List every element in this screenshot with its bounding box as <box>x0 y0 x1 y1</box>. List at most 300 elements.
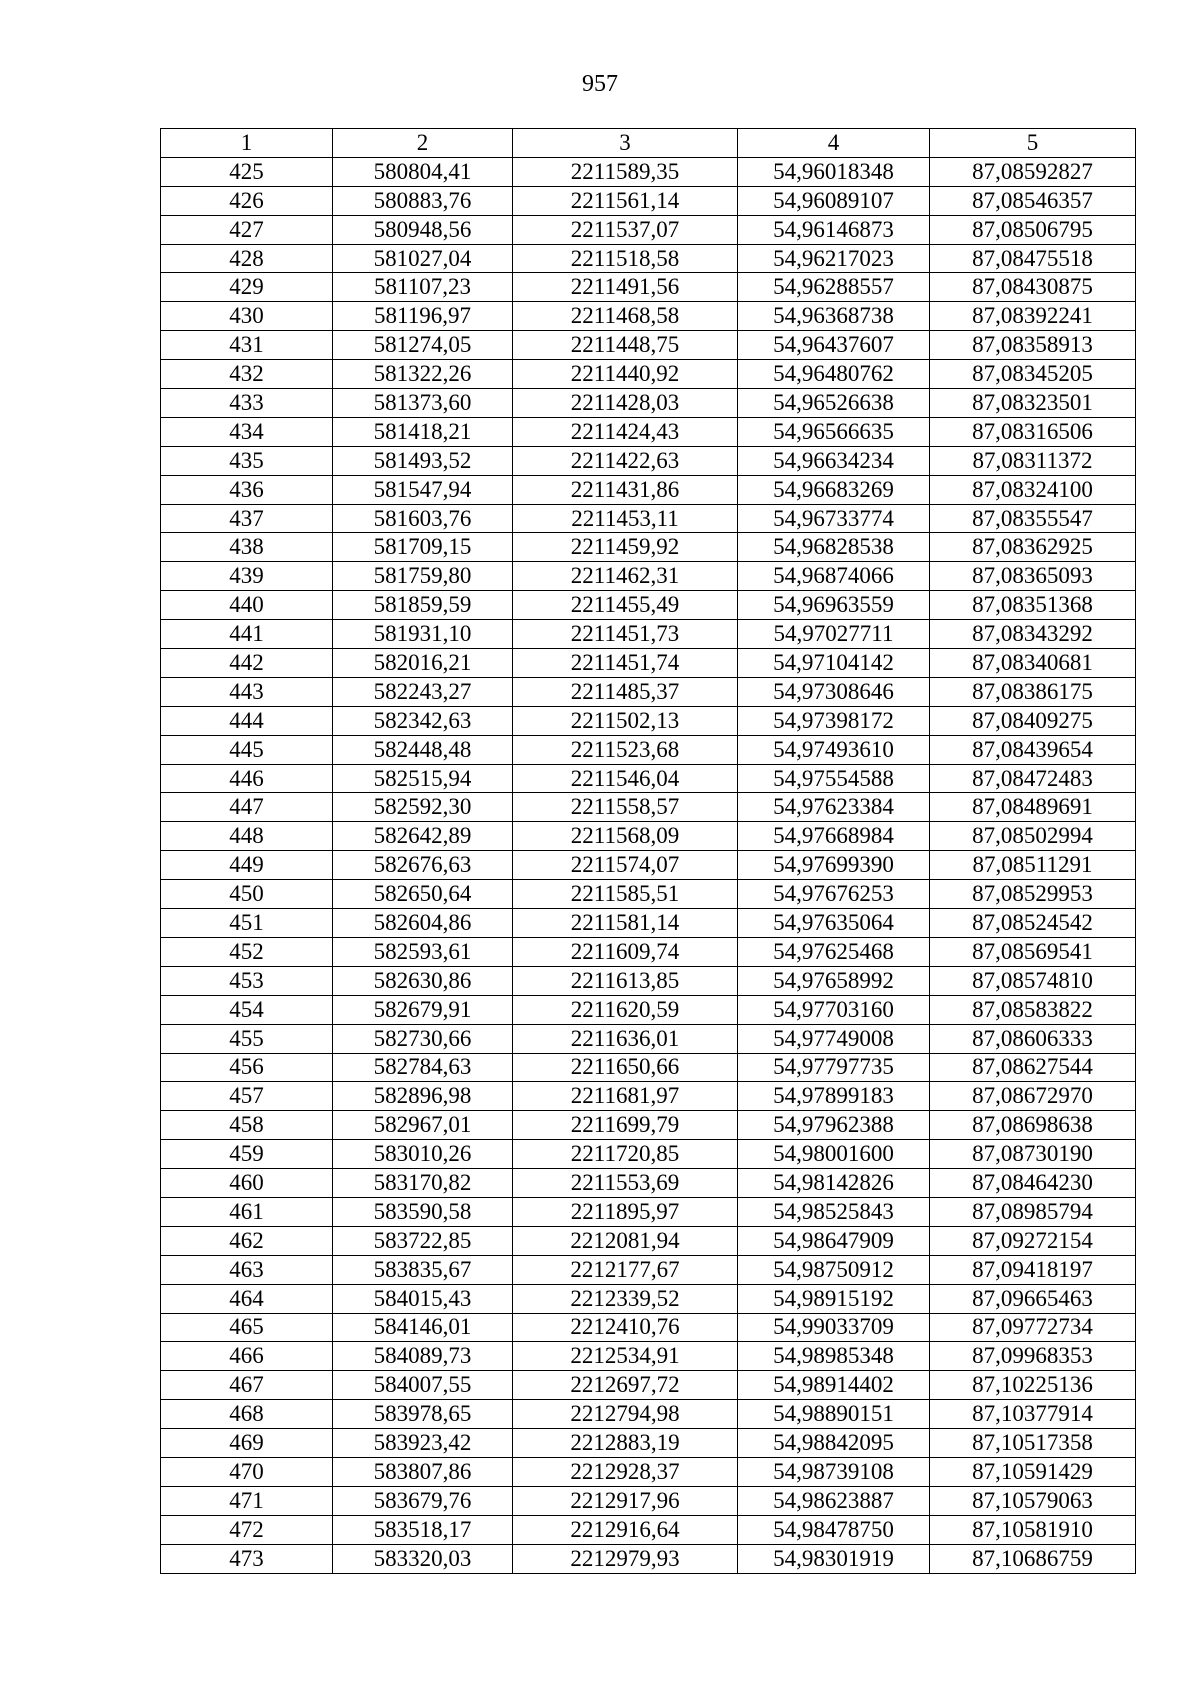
latitude-cell: 54,96089107 <box>738 186 930 215</box>
x-coordinate-cell: 584089,73 <box>333 1342 513 1371</box>
latitude-cell: 54,97676253 <box>738 880 930 909</box>
point-number-cell: 465 <box>161 1313 333 1342</box>
y-coordinate-cell: 2212917,96 <box>513 1486 738 1515</box>
point-number-cell: 451 <box>161 909 333 938</box>
longitude-cell: 87,08511291 <box>930 851 1136 880</box>
y-coordinate-cell: 2211453,11 <box>513 504 738 533</box>
longitude-cell: 87,08730190 <box>930 1140 1136 1169</box>
longitude-cell: 87,10686759 <box>930 1544 1136 1573</box>
table-row <box>161 966 1136 995</box>
latitude-cell: 54,97749008 <box>738 1024 930 1053</box>
x-coordinate-cell: 584007,55 <box>333 1371 513 1400</box>
table-row <box>161 273 1136 302</box>
table-row <box>161 533 1136 562</box>
point-number-cell: 447 <box>161 793 333 822</box>
longitude-cell: 87,08569541 <box>930 937 1136 966</box>
table-row <box>161 244 1136 273</box>
page-number: 957 <box>582 71 618 97</box>
table-row <box>161 1082 1136 1111</box>
x-coordinate-cell: 582593,61 <box>333 937 513 966</box>
point-number-cell: 427 <box>161 215 333 244</box>
y-coordinate-cell: 2212410,76 <box>513 1313 738 1342</box>
latitude-cell: 54,98739108 <box>738 1457 930 1486</box>
longitude-cell: 87,09418197 <box>930 1255 1136 1284</box>
table-row <box>161 1313 1136 1342</box>
y-coordinate-cell: 2212081,94 <box>513 1226 738 1255</box>
y-coordinate-cell: 2211440,92 <box>513 360 738 389</box>
point-number-cell: 464 <box>161 1284 333 1313</box>
latitude-cell: 54,96683269 <box>738 475 930 504</box>
longitude-cell: 87,08323501 <box>930 389 1136 418</box>
longitude-cell: 87,08698638 <box>930 1111 1136 1140</box>
column-header: 3 <box>513 129 738 158</box>
table-row <box>161 1371 1136 1400</box>
point-number-cell: 428 <box>161 244 333 273</box>
x-coordinate-cell: 581603,76 <box>333 504 513 533</box>
x-coordinate-cell: 582630,86 <box>333 966 513 995</box>
longitude-cell: 87,10377914 <box>930 1400 1136 1429</box>
point-number-cell: 433 <box>161 389 333 418</box>
table-row <box>161 1140 1136 1169</box>
longitude-cell: 87,08358913 <box>930 331 1136 360</box>
point-number-cell: 449 <box>161 851 333 880</box>
y-coordinate-cell: 2211424,43 <box>513 417 738 446</box>
x-coordinate-cell: 582784,63 <box>333 1053 513 1082</box>
latitude-cell: 54,98647909 <box>738 1226 930 1255</box>
y-coordinate-cell: 2211428,03 <box>513 389 738 418</box>
latitude-cell: 54,97308646 <box>738 677 930 706</box>
table-row <box>161 1226 1136 1255</box>
table-row <box>161 1342 1136 1371</box>
point-number-cell: 461 <box>161 1197 333 1226</box>
table-row <box>161 1255 1136 1284</box>
y-coordinate-cell: 2211720,85 <box>513 1140 738 1169</box>
table-row <box>161 735 1136 764</box>
point-number-cell: 467 <box>161 1371 333 1400</box>
longitude-cell: 87,08606333 <box>930 1024 1136 1053</box>
longitude-cell: 87,08343292 <box>930 620 1136 649</box>
point-number-cell: 471 <box>161 1486 333 1515</box>
longitude-cell: 87,08340681 <box>930 649 1136 678</box>
table-row <box>161 475 1136 504</box>
x-coordinate-cell: 582730,66 <box>333 1024 513 1053</box>
table-row <box>161 793 1136 822</box>
longitude-cell: 87,08985794 <box>930 1197 1136 1226</box>
table-row <box>161 1053 1136 1082</box>
point-number-cell: 459 <box>161 1140 333 1169</box>
latitude-cell: 54,96368738 <box>738 302 930 331</box>
latitude-cell: 54,96828538 <box>738 533 930 562</box>
latitude-cell: 54,97703160 <box>738 995 930 1024</box>
point-number-cell: 439 <box>161 562 333 591</box>
x-coordinate-cell: 582016,21 <box>333 649 513 678</box>
point-number-cell: 460 <box>161 1169 333 1198</box>
point-number-cell: 473 <box>161 1544 333 1573</box>
x-coordinate-cell: 582448,48 <box>333 735 513 764</box>
longitude-cell: 87,08386175 <box>930 677 1136 706</box>
latitude-cell: 54,97668984 <box>738 822 930 851</box>
x-coordinate-cell: 581274,05 <box>333 331 513 360</box>
y-coordinate-cell: 2211558,57 <box>513 793 738 822</box>
longitude-cell: 87,09772734 <box>930 1313 1136 1342</box>
point-number-cell: 431 <box>161 331 333 360</box>
point-number-cell: 450 <box>161 880 333 909</box>
latitude-cell: 54,96146873 <box>738 215 930 244</box>
latitude-cell: 54,96480762 <box>738 360 930 389</box>
y-coordinate-cell: 2211518,58 <box>513 244 738 273</box>
y-coordinate-cell: 2211491,56 <box>513 273 738 302</box>
table-row <box>161 1111 1136 1140</box>
x-coordinate-cell: 580883,76 <box>333 186 513 215</box>
table-row <box>161 880 1136 909</box>
longitude-cell: 87,08529953 <box>930 880 1136 909</box>
table-row <box>161 909 1136 938</box>
longitude-cell: 87,08324100 <box>930 475 1136 504</box>
longitude-cell: 87,08362925 <box>930 533 1136 562</box>
longitude-cell: 87,08351368 <box>930 591 1136 620</box>
latitude-cell: 54,98525843 <box>738 1197 930 1226</box>
point-number-cell: 454 <box>161 995 333 1024</box>
y-coordinate-cell: 2211589,35 <box>513 157 738 186</box>
table-row <box>161 591 1136 620</box>
point-number-cell: 446 <box>161 764 333 793</box>
point-number-cell: 462 <box>161 1226 333 1255</box>
latitude-cell: 54,98001600 <box>738 1140 930 1169</box>
x-coordinate-cell: 584015,43 <box>333 1284 513 1313</box>
longitude-cell: 87,08316506 <box>930 417 1136 446</box>
latitude-cell: 54,98142826 <box>738 1169 930 1198</box>
header-row <box>161 129 1136 158</box>
x-coordinate-cell: 583835,67 <box>333 1255 513 1284</box>
table-row <box>161 764 1136 793</box>
y-coordinate-cell: 2212794,98 <box>513 1400 738 1429</box>
y-coordinate-cell: 2211561,14 <box>513 186 738 215</box>
longitude-cell: 87,09665463 <box>930 1284 1136 1313</box>
table-row <box>161 215 1136 244</box>
point-number-cell: 425 <box>161 157 333 186</box>
table-row <box>161 1544 1136 1573</box>
table-row <box>161 1486 1136 1515</box>
longitude-cell: 87,08365093 <box>930 562 1136 591</box>
point-number-cell: 441 <box>161 620 333 649</box>
x-coordinate-cell: 581493,52 <box>333 446 513 475</box>
x-coordinate-cell: 582604,86 <box>333 909 513 938</box>
x-coordinate-cell: 581547,94 <box>333 475 513 504</box>
point-number-cell: 453 <box>161 966 333 995</box>
latitude-cell: 54,96733774 <box>738 504 930 533</box>
point-number-cell: 457 <box>161 1082 333 1111</box>
point-number-cell: 440 <box>161 591 333 620</box>
x-coordinate-cell: 581709,15 <box>333 533 513 562</box>
x-coordinate-cell: 581931,10 <box>333 620 513 649</box>
y-coordinate-cell: 2211485,37 <box>513 677 738 706</box>
latitude-cell: 54,98842095 <box>738 1429 930 1458</box>
column-header: 5 <box>930 129 1136 158</box>
coordinates-table <box>160 128 1136 1574</box>
point-number-cell: 445 <box>161 735 333 764</box>
longitude-cell: 87,10579063 <box>930 1486 1136 1515</box>
y-coordinate-cell: 2211609,74 <box>513 937 738 966</box>
longitude-cell: 87,09272154 <box>930 1226 1136 1255</box>
point-number-cell: 429 <box>161 273 333 302</box>
x-coordinate-cell: 582642,89 <box>333 822 513 851</box>
x-coordinate-cell: 583923,42 <box>333 1429 513 1458</box>
table-row <box>161 1284 1136 1313</box>
latitude-cell: 54,98623887 <box>738 1486 930 1515</box>
table-row <box>161 1400 1136 1429</box>
latitude-cell: 54,97623384 <box>738 793 930 822</box>
x-coordinate-cell: 582342,63 <box>333 706 513 735</box>
point-number-cell: 435 <box>161 446 333 475</box>
y-coordinate-cell: 2211568,09 <box>513 822 738 851</box>
table-row <box>161 446 1136 475</box>
point-number-cell: 430 <box>161 302 333 331</box>
x-coordinate-cell: 582679,91 <box>333 995 513 1024</box>
table-row <box>161 1169 1136 1198</box>
longitude-cell: 87,08439654 <box>930 735 1136 764</box>
y-coordinate-cell: 2211422,63 <box>513 446 738 475</box>
point-number-cell: 472 <box>161 1515 333 1544</box>
y-coordinate-cell: 2211699,79 <box>513 1111 738 1140</box>
longitude-cell: 87,08311372 <box>930 446 1136 475</box>
point-number-cell: 466 <box>161 1342 333 1371</box>
x-coordinate-cell: 580948,56 <box>333 215 513 244</box>
latitude-cell: 54,96874066 <box>738 562 930 591</box>
y-coordinate-cell: 2212979,93 <box>513 1544 738 1573</box>
y-coordinate-cell: 2212928,37 <box>513 1457 738 1486</box>
table-row <box>161 995 1136 1024</box>
y-coordinate-cell: 2211546,04 <box>513 764 738 793</box>
point-number-cell: 470 <box>161 1457 333 1486</box>
longitude-cell: 87,08409275 <box>930 706 1136 735</box>
latitude-cell: 54,97658992 <box>738 966 930 995</box>
table-row <box>161 649 1136 678</box>
point-number-cell: 443 <box>161 677 333 706</box>
longitude-cell: 87,09968353 <box>930 1342 1136 1371</box>
x-coordinate-cell: 583320,03 <box>333 1544 513 1573</box>
y-coordinate-cell: 2211468,58 <box>513 302 738 331</box>
table-row <box>161 157 1136 186</box>
x-coordinate-cell: 583978,65 <box>333 1400 513 1429</box>
point-number-cell: 437 <box>161 504 333 533</box>
point-number-cell: 432 <box>161 360 333 389</box>
x-coordinate-cell: 581027,04 <box>333 244 513 273</box>
longitude-cell: 87,08475518 <box>930 244 1136 273</box>
latitude-cell: 54,96634234 <box>738 446 930 475</box>
y-coordinate-cell: 2212339,52 <box>513 1284 738 1313</box>
x-coordinate-cell: 583170,82 <box>333 1169 513 1198</box>
point-number-cell: 442 <box>161 649 333 678</box>
point-number-cell: 455 <box>161 1024 333 1053</box>
latitude-cell: 54,97797735 <box>738 1053 930 1082</box>
table-row <box>161 389 1136 418</box>
y-coordinate-cell: 2211581,14 <box>513 909 738 938</box>
table-row <box>161 562 1136 591</box>
longitude-cell: 87,08472483 <box>930 764 1136 793</box>
latitude-cell: 54,97635064 <box>738 909 930 938</box>
x-coordinate-cell: 581322,26 <box>333 360 513 389</box>
y-coordinate-cell: 2211431,86 <box>513 475 738 504</box>
latitude-cell: 54,96018348 <box>738 157 930 186</box>
latitude-cell: 54,96437607 <box>738 331 930 360</box>
longitude-cell: 87,08489691 <box>930 793 1136 822</box>
latitude-cell: 54,97554588 <box>738 764 930 793</box>
x-coordinate-cell: 583807,86 <box>333 1457 513 1486</box>
column-header: 2 <box>333 129 513 158</box>
point-number-cell: 458 <box>161 1111 333 1140</box>
longitude-cell: 87,08392241 <box>930 302 1136 331</box>
latitude-cell: 54,97962388 <box>738 1111 930 1140</box>
y-coordinate-cell: 2211620,59 <box>513 995 738 1024</box>
y-coordinate-cell: 2211502,13 <box>513 706 738 735</box>
x-coordinate-cell: 581759,80 <box>333 562 513 591</box>
latitude-cell: 54,97493610 <box>738 735 930 764</box>
x-coordinate-cell: 583722,85 <box>333 1226 513 1255</box>
table-row <box>161 504 1136 533</box>
x-coordinate-cell: 581859,59 <box>333 591 513 620</box>
latitude-cell: 54,99033709 <box>738 1313 930 1342</box>
point-number-cell: 452 <box>161 937 333 966</box>
point-number-cell: 448 <box>161 822 333 851</box>
longitude-cell: 87,08355547 <box>930 504 1136 533</box>
longitude-cell: 87,08627544 <box>930 1053 1136 1082</box>
latitude-cell: 54,98301919 <box>738 1544 930 1573</box>
point-number-cell: 436 <box>161 475 333 504</box>
y-coordinate-cell: 2211451,73 <box>513 620 738 649</box>
y-coordinate-cell: 2212534,91 <box>513 1342 738 1371</box>
x-coordinate-cell: 581418,21 <box>333 417 513 446</box>
y-coordinate-cell: 2211895,97 <box>513 1197 738 1226</box>
y-coordinate-cell: 2211553,69 <box>513 1169 738 1198</box>
x-coordinate-cell: 584146,01 <box>333 1313 513 1342</box>
point-number-cell: 468 <box>161 1400 333 1429</box>
x-coordinate-cell: 581107,23 <box>333 273 513 302</box>
y-coordinate-cell: 2211459,92 <box>513 533 738 562</box>
longitude-cell: 87,08592827 <box>930 157 1136 186</box>
latitude-cell: 54,97625468 <box>738 937 930 966</box>
table-row <box>161 620 1136 649</box>
longitude-cell: 87,08524542 <box>930 909 1136 938</box>
y-coordinate-cell: 2211681,97 <box>513 1082 738 1111</box>
y-coordinate-cell: 2211462,31 <box>513 562 738 591</box>
table-row <box>161 1429 1136 1458</box>
latitude-cell: 54,96288557 <box>738 273 930 302</box>
y-coordinate-cell: 2211537,07 <box>513 215 738 244</box>
y-coordinate-cell: 2211451,74 <box>513 649 738 678</box>
x-coordinate-cell: 583679,76 <box>333 1486 513 1515</box>
x-coordinate-cell: 582243,27 <box>333 677 513 706</box>
table-row <box>161 417 1136 446</box>
table-row <box>161 706 1136 735</box>
longitude-cell: 87,10591429 <box>930 1457 1136 1486</box>
y-coordinate-cell: 2211455,49 <box>513 591 738 620</box>
latitude-cell: 54,97104142 <box>738 649 930 678</box>
longitude-cell: 87,08345205 <box>930 360 1136 389</box>
point-number-cell: 469 <box>161 1429 333 1458</box>
x-coordinate-cell: 582676,63 <box>333 851 513 880</box>
longitude-cell: 87,08430875 <box>930 273 1136 302</box>
longitude-cell: 87,10225136 <box>930 1371 1136 1400</box>
table-row <box>161 822 1136 851</box>
x-coordinate-cell: 582967,01 <box>333 1111 513 1140</box>
point-number-cell: 463 <box>161 1255 333 1284</box>
y-coordinate-cell: 2211585,51 <box>513 880 738 909</box>
y-coordinate-cell: 2212177,67 <box>513 1255 738 1284</box>
latitude-cell: 54,98915192 <box>738 1284 930 1313</box>
table-row <box>161 1515 1136 1544</box>
column-header: 4 <box>738 129 930 158</box>
table-row <box>161 1457 1136 1486</box>
latitude-cell: 54,98985348 <box>738 1342 930 1371</box>
latitude-cell: 54,97899183 <box>738 1082 930 1111</box>
longitude-cell: 87,08506795 <box>930 215 1136 244</box>
longitude-cell: 87,10517358 <box>930 1429 1136 1458</box>
longitude-cell: 87,08546357 <box>930 186 1136 215</box>
latitude-cell: 54,98750912 <box>738 1255 930 1284</box>
table-row <box>161 331 1136 360</box>
table-row <box>161 360 1136 389</box>
table-row <box>161 186 1136 215</box>
latitude-cell: 54,98914402 <box>738 1371 930 1400</box>
x-coordinate-cell: 582592,30 <box>333 793 513 822</box>
latitude-cell: 54,97398172 <box>738 706 930 735</box>
table-header <box>161 129 1136 158</box>
longitude-cell: 87,08502994 <box>930 822 1136 851</box>
y-coordinate-cell: 2212916,64 <box>513 1515 738 1544</box>
x-coordinate-cell: 580804,41 <box>333 157 513 186</box>
x-coordinate-cell: 581373,60 <box>333 389 513 418</box>
latitude-cell: 54,96566635 <box>738 417 930 446</box>
longitude-cell: 87,08583822 <box>930 995 1136 1024</box>
point-number-cell: 434 <box>161 417 333 446</box>
table-row <box>161 677 1136 706</box>
longitude-cell: 87,08672970 <box>930 1082 1136 1111</box>
latitude-cell: 54,98890151 <box>738 1400 930 1429</box>
y-coordinate-cell: 2211523,68 <box>513 735 738 764</box>
latitude-cell: 54,97699390 <box>738 851 930 880</box>
table-row <box>161 851 1136 880</box>
latitude-cell: 54,97027711 <box>738 620 930 649</box>
x-coordinate-cell: 582515,94 <box>333 764 513 793</box>
latitude-cell: 54,96526638 <box>738 389 930 418</box>
longitude-cell: 87,08464230 <box>930 1169 1136 1198</box>
x-coordinate-cell: 583590,58 <box>333 1197 513 1226</box>
latitude-cell: 54,96217023 <box>738 244 930 273</box>
table-row <box>161 1024 1136 1053</box>
y-coordinate-cell: 2211574,07 <box>513 851 738 880</box>
x-coordinate-cell: 582896,98 <box>333 1082 513 1111</box>
x-coordinate-cell: 583010,26 <box>333 1140 513 1169</box>
y-coordinate-cell: 2211613,85 <box>513 966 738 995</box>
x-coordinate-cell: 583518,17 <box>333 1515 513 1544</box>
y-coordinate-cell: 2212697,72 <box>513 1371 738 1400</box>
point-number-cell: 444 <box>161 706 333 735</box>
table-body <box>161 157 1136 1573</box>
y-coordinate-cell: 2212883,19 <box>513 1429 738 1458</box>
point-number-cell: 456 <box>161 1053 333 1082</box>
x-coordinate-cell: 581196,97 <box>333 302 513 331</box>
latitude-cell: 54,98478750 <box>738 1515 930 1544</box>
latitude-cell: 54,96963559 <box>738 591 930 620</box>
x-coordinate-cell: 582650,64 <box>333 880 513 909</box>
table-row <box>161 937 1136 966</box>
column-header: 1 <box>161 129 333 158</box>
point-number-cell: 438 <box>161 533 333 562</box>
point-number-cell: 426 <box>161 186 333 215</box>
longitude-cell: 87,10581910 <box>930 1515 1136 1544</box>
y-coordinate-cell: 2211448,75 <box>513 331 738 360</box>
y-coordinate-cell: 2211636,01 <box>513 1024 738 1053</box>
